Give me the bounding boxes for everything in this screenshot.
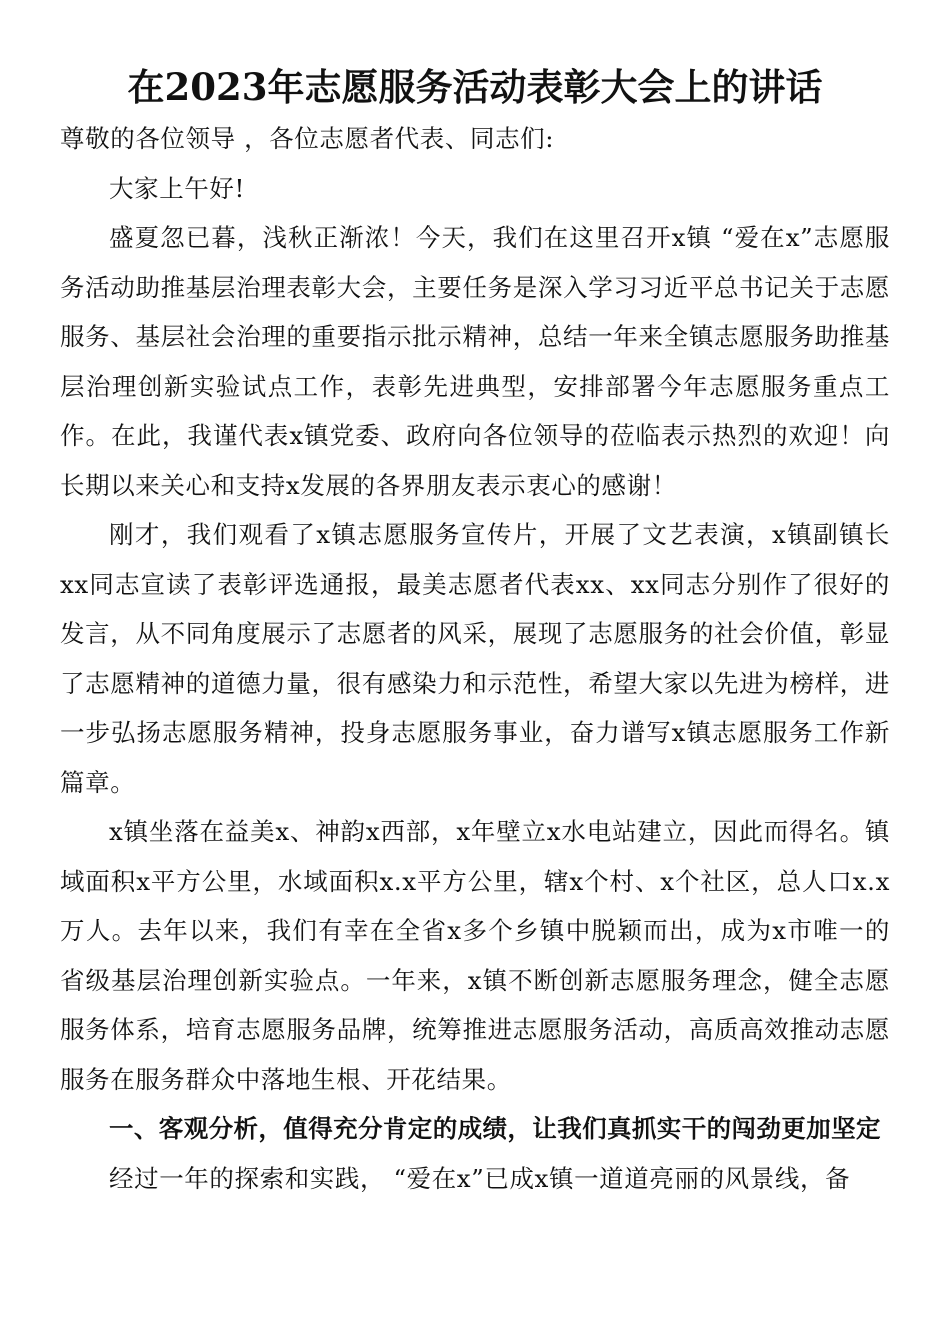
salutation: 尊敬的各位领导 ，各位志愿者代表、同志们: bbox=[60, 124, 555, 153]
document-page bbox=[60, 62, 890, 1203]
paragraph-review: 刚才，我们观看了x镇志愿服务宣传片，开展了文艺表演，x镇副镇长xx同志宣读了表彰评选通报，最美志愿者代表xx、xx同志分别作了很好的发言，从不同角度展示了志愿者的风采，展现了志愿服务的社会价值，彰显了志愿精神的道德力量，很有感染力和示范性，希望大家以先进为榜样，进一步弘扬志愿服务精神，投身志愿服务事业，奋力谱写x镇志愿服务工作新篇章。 bbox=[60, 520, 890, 797]
section-heading: 一、客观分析，值得充分肯定的成绩，让我们真抓实干的闯劲更加坚定 bbox=[109, 1114, 881, 1143]
document-title: 在2023年志愿服务活动表彰大会上的讲话 bbox=[127, 65, 823, 109]
paragraph-opening: 盛夏忽已暮，浅秋正渐浓！今天，我们在这里召开x镇 “爱在x”志愿服务活动助推基层治理表彰大会，主要任务是深入学习习近平总书记关于志愿服务、基层社会治理的重要指示批示精神，总结一年来全镇志愿服务助推基层治理创新实验试点工作，表彰先进典型，安排部署今年志愿服务重点工作。在此，我谨代表x镇党委、政府向各位领导的莅临表示热烈的欢迎！向长期以来关心和支持x发展的各界朋友表示衷心的感谢！ bbox=[60, 223, 890, 500]
paragraph-continued: 经过一年的探索和实践， “爱在x”已成x镇一道道亮丽的风景线，备 bbox=[109, 1163, 851, 1193]
greeting: 大家上午好! bbox=[109, 173, 245, 203]
paragraph-town-intro: x镇坐落在益美x、神韵x西部，x年壁立x水电站建立，因此而得名。镇域面积x平方公里，水域面积x.x平方公里，辖x个村、x个社区，总人口x.x万人。去年以来，我们有幸在全省x多个乡镇中脱颖而出，成为x市唯一的省级基层治理创新实验点。一年来，x镇不断创新志愿服务理念，健全志愿服务体系，培育志愿服务品牌，统筹推进志愿服务活动，高质高效推动志愿服务在服务群众中落地生根、开花结果。 bbox=[60, 817, 890, 1094]
